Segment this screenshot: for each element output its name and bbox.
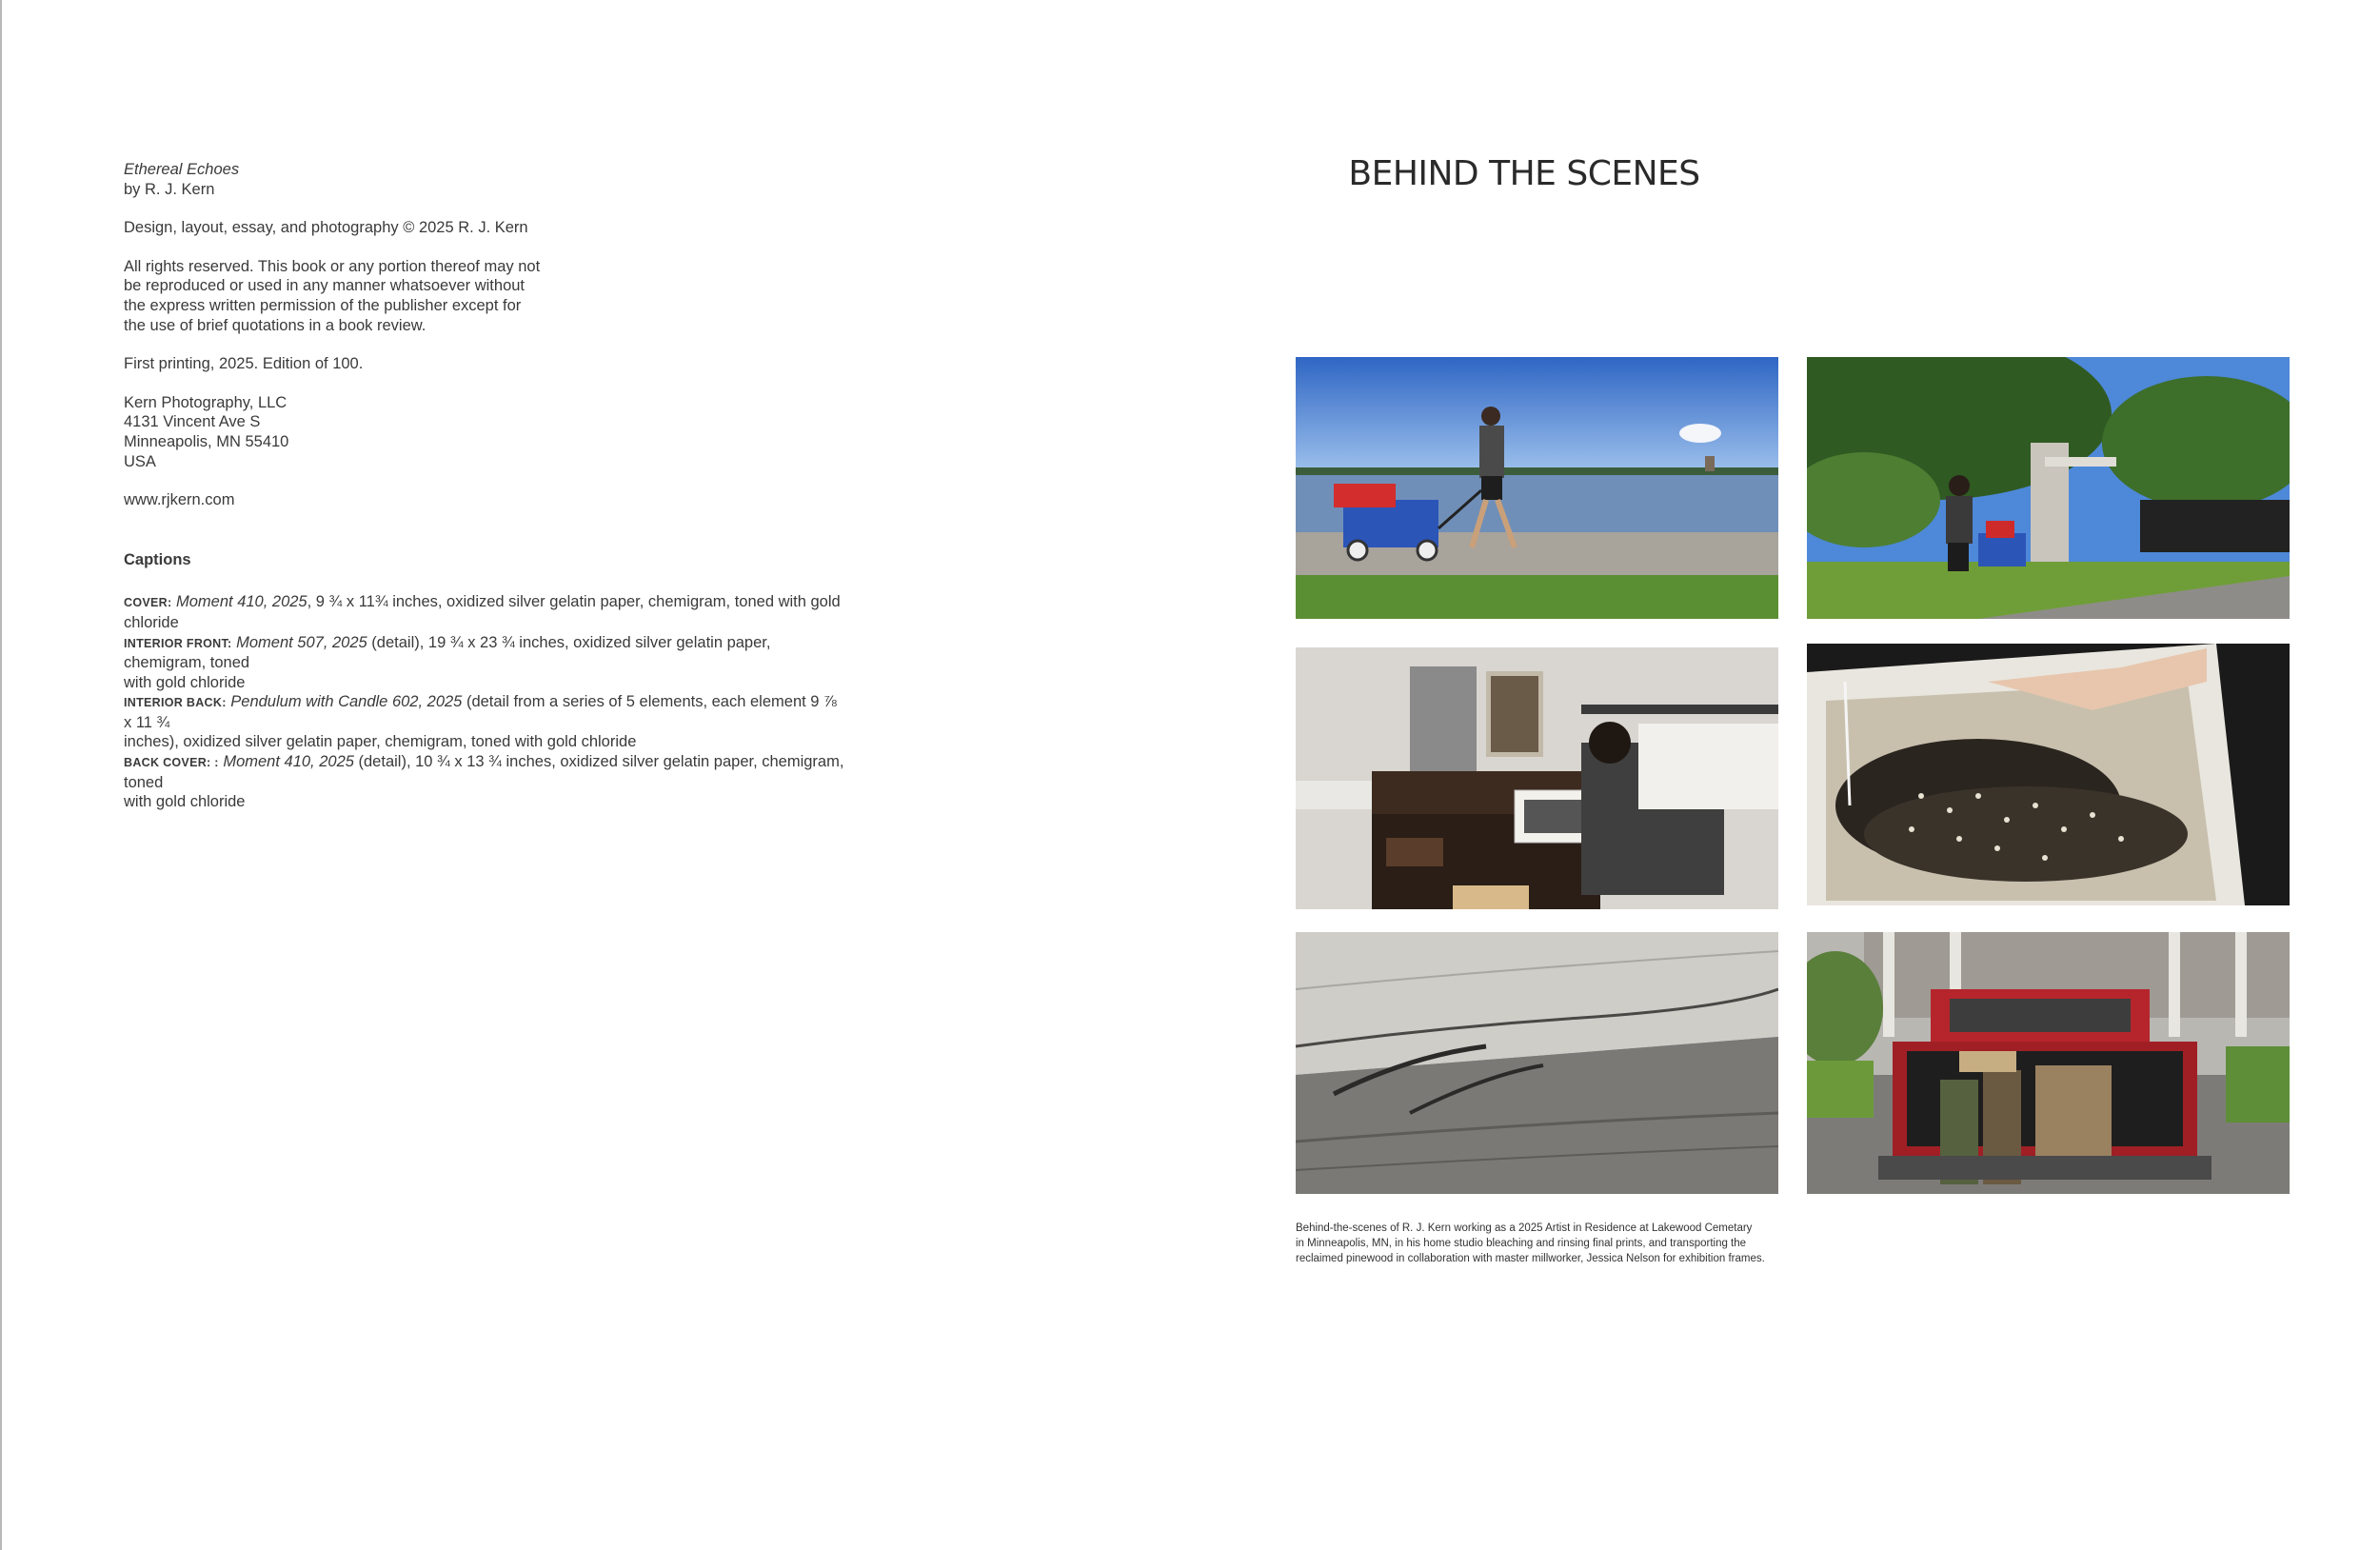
caption-item — [124, 692, 847, 752]
caption-label: INTERIOR FRONT: — [124, 636, 232, 650]
rights-line: be reproduced or used in any manner whatsoever without — [124, 277, 525, 295]
caption-text: (detail), 19 ¾ x 23 ¾ inches, oxidized silver gelatin paper, chemigram, toned — [124, 633, 771, 672]
author-line: by R. J. Kern — [124, 180, 215, 198]
caption-label: INTERIOR BACK: — [124, 696, 227, 710]
printing-line: First printing, 2025. Edition of 100. — [124, 355, 364, 373]
photo-truck-pinewood — [1807, 932, 2290, 1194]
photo-print-rinsing-tray — [1807, 644, 2290, 905]
caption-work-title: Moment 410, 2025 — [223, 753, 354, 771]
caption-line: in Minneapolis, MN, in his home studio bleaching and rinsing final prints, and transporting the — [1296, 1238, 1747, 1249]
photo-reclaimed-wood-closeup — [1296, 932, 1778, 1194]
caption-line: reclaimed pinewood in collaboration with master millworker, Jessica Nelson for exhibition frames. — [1296, 1253, 1765, 1264]
colophon — [124, 160, 847, 812]
photo-cemetery-gate — [1807, 357, 2290, 619]
rights-line: the express written permission of the publisher except for — [124, 296, 522, 314]
behind-the-scenes-caption — [1296, 1221, 1829, 1266]
caption-text: inches), oxidized silver gelatin paper, chemigram, toned with gold chloride — [124, 733, 637, 751]
caption-item — [124, 752, 847, 812]
caption-text: with gold chloride — [124, 793, 246, 811]
photo-wagon-lakeside — [1296, 357, 1778, 619]
address-line: 4131 Vincent Ave S — [124, 413, 261, 431]
address-line: Kern Photography, LLC — [124, 393, 288, 411]
rights-statement — [124, 257, 847, 335]
caption-label: COVER: — [124, 596, 172, 610]
caption-work-title: Moment 410, 2025 — [176, 593, 307, 611]
caption-text: with gold chloride — [124, 673, 246, 691]
caption-label: BACK COVER: : — [124, 756, 219, 770]
caption-text: (detail), 10 ¾ x 13 ¾ inches, oxidized silver gelatin paper, chemigram, toned — [124, 753, 844, 791]
captions-list — [124, 592, 847, 812]
website-link[interactable]: www.rjkern.com — [124, 491, 235, 509]
captions-heading: Captions — [124, 550, 191, 568]
address-line: Minneapolis, MN 55410 — [124, 432, 289, 450]
address-line: USA — [124, 452, 156, 470]
book-title: Ethereal Echoes — [124, 161, 240, 178]
caption-work-title: Pendulum with Candle 602, 2025 — [230, 693, 463, 711]
rights-line: the use of brief quotations in a book review. — [124, 316, 426, 334]
photo-home-studio — [1296, 647, 1778, 909]
caption-item — [124, 592, 847, 632]
page-spine-line — [0, 0, 2, 1550]
caption-text: (detail from a series of 5 elements, each element 9 ⅞ x 11 ¾ — [124, 693, 837, 731]
caption-text: , 9 ¾ x 11¾ inches, oxidized silver gelatin paper, chemigram, toned with gold chloride — [124, 593, 841, 631]
credits-line: Design, layout, essay, and photography © 2025 R. J. Kern — [124, 219, 528, 237]
rights-line: All rights reserved. This book or any portion thereof may not — [124, 257, 541, 275]
publisher-address — [124, 393, 847, 471]
caption-item — [124, 633, 847, 693]
behind-the-scenes-title: BEHIND THE SCENES — [1348, 154, 1700, 193]
caption-line: Behind-the-scenes of R. J. Kern working as a 2025 Artist in Residence at Lakewood Cemetary — [1296, 1222, 1753, 1234]
caption-work-title: Moment 507, 2025 — [236, 633, 367, 651]
